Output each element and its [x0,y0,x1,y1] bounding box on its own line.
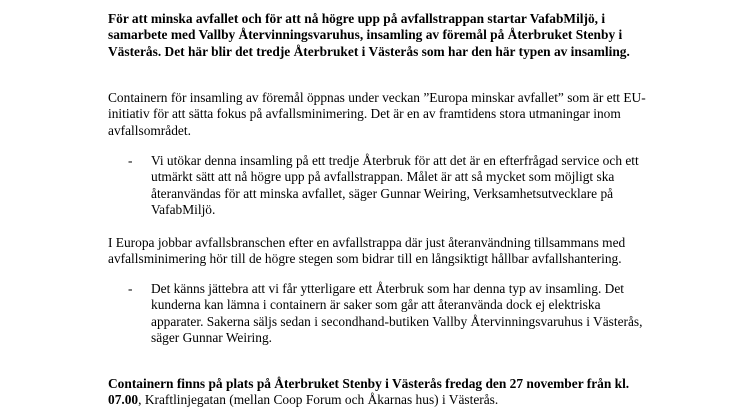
body-paragraph-1: Containern för insamling av föremål öppnas under veckan ”Europa minskar avfallet” som är ett EU-initiativ för att sätta fokus på avfallsminimering. Det är en av framtidens stora utmaningar inom avfallsområdet. [108,90,646,138]
quote-text-1: Vi utökar denna insamling på ett tredje Återbruk för att det är en efterfrågad service och ett utmärkt sätt att nå högre upp på avfallstrappan. Målet är att så mycket som möjligt ska återanvändas för att minska avfallet, säger Gunnar Weiring, Verksamhetsutvecklare på VafabMiljö. [151,153,639,218]
body-paragraph-2: I Europa jobbar avfallsbranschen efter en avfallstrappa där just återanvändning tillsammans med avfallsminimering hör till de högre stegen som bidrar till en långsiktigt hållbar avfallshantering. [108,235,626,267]
closing-rest-text: , Kraftlinjegatan (mellan Coop Forum och Åkarnas hus) i Västerås. [138,392,499,408]
lead-paragraph: För att minska avfallet och för att nå högre upp på avfallstrappan startar VafabMiljö, i samarbete med Vallby Återvinningsvaruhus, insamling av föremål på Återbruket Stenby i Västerås. Det här blir det tredje Återbruket i Västerås som har den här typen av insamling. [108,11,630,59]
dash-bullet: - [128,281,133,296]
quote-text-2: Det känns jättebra att vi får ytterligare ett Återbruk som har denna typ av insamling. Det kunderna kan lämna i containern är saker som går att återanvända dock ej elektriska apparater. Sakerna säljs sedan i secondhand-butiken Vallby Återvinningsvaruhus i Västerås, säger Gunnar Weiring. [151,281,643,346]
dash-bullet: - [128,153,133,168]
closing-paragraph [108,376,653,409]
closing-bold-text: Containern finns på plats på Återbruket Stenby i Västerås fredag den 27 november från kl. 07.00 [108,376,630,408]
